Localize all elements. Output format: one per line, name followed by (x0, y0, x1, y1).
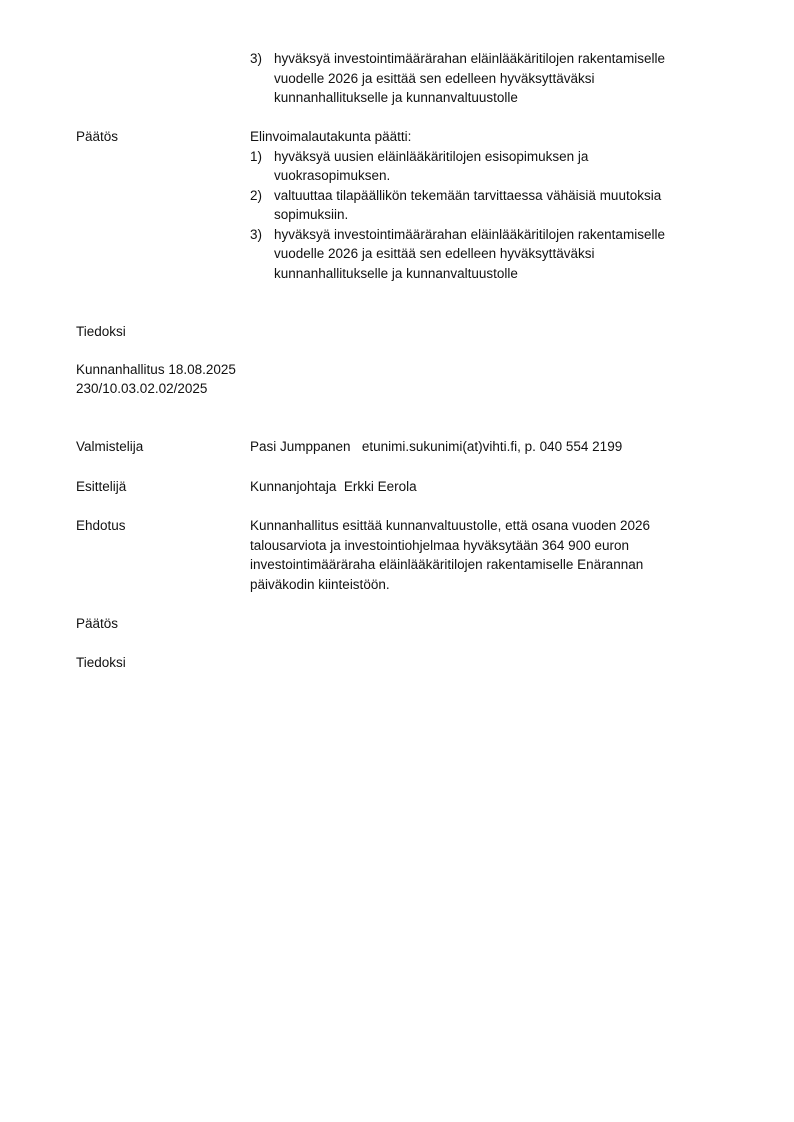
list-item-line: kunnanhallitukselle ja kunnanvaltuustolle (274, 90, 518, 105)
continued-list (250, 49, 720, 108)
presenter-value: Kunnanjohtaja Erkki Eerola (250, 479, 417, 494)
list-item (250, 49, 720, 108)
proposal-line: talousarviota ja investointiohjelmaa hyväksytään 364 900 euron (250, 537, 629, 553)
decision-content (250, 127, 720, 283)
preparer-value: Pasi Jumppanen etunimi.sukunimi(at)vihti.fi, p. 040 554 2199 (250, 439, 623, 454)
preparer-label: Valmistelija (76, 439, 144, 454)
list-item-line: vuodelle 2026 ja esittää sen edelleen hyväksyttäväksi (274, 246, 595, 261)
list-item (250, 225, 720, 284)
case-number: 230/10.03.02.02/2025 (76, 381, 208, 396)
continued-list-items (250, 49, 720, 108)
list-item-line: valtuuttaa tilapäällikön tekemään tarvittaessa vähäisiä muutoksia (274, 187, 662, 203)
proposal-line: Kunnanhallitus esittää kunnanvaltuustolle, että osana vuoden 2026 (250, 518, 651, 533)
list-item-text (274, 49, 720, 108)
list-item-line: vuodelle 2026 ja esittää sen edelleen hyväksyttäväksi (274, 70, 595, 86)
list-item-line: vuokrasopimuksen. (274, 168, 391, 183)
proposal-line: investointimääräraha eläinlääkäritilojen rakentamiselle Enärannan (250, 557, 644, 572)
proposal-text (250, 516, 720, 594)
list-item-line: hyväksyä investointimäärärahan eläinlääkäritilojen rakentamiselle (274, 51, 665, 66)
list-item-line: sopimuksiin. (274, 207, 349, 222)
list-item-text (274, 147, 720, 186)
list-item-text (274, 186, 720, 225)
for-information-label: Tiedoksi (76, 324, 126, 339)
list-item-number: 1) (250, 148, 263, 164)
list-item-line: hyväksyä investointimäärärahan eläinlääkäritilojen rakentamiselle (274, 226, 665, 242)
list-item-text (274, 225, 720, 284)
list-item (250, 147, 720, 186)
meeting-body-date: Kunnanhallitus 18.08.2025 (76, 362, 236, 377)
presenter-label: Esittelijä (76, 479, 127, 494)
decision-label: Päätös (76, 129, 119, 144)
list-item-line: kunnanhallitukselle ja kunnanvaltuustolle (274, 265, 518, 281)
list-item-number: 3) (250, 51, 263, 66)
decision-intro: Elinvoimalautakunta päätti: (250, 129, 412, 144)
proposal-line: päiväkodin kiinteistöön. (250, 576, 390, 592)
list-item (250, 186, 720, 225)
proposal-label: Ehdotus (76, 518, 126, 533)
decision-list (250, 147, 720, 284)
list-item-line: hyväksyä uusien eläinlääkäritilojen esisopimuksen ja (274, 148, 589, 164)
list-item-number: 2) (250, 187, 263, 203)
list-item-number: 3) (250, 226, 263, 242)
for-information-label: Tiedoksi (76, 655, 126, 670)
decision-label: Päätös (76, 616, 119, 631)
